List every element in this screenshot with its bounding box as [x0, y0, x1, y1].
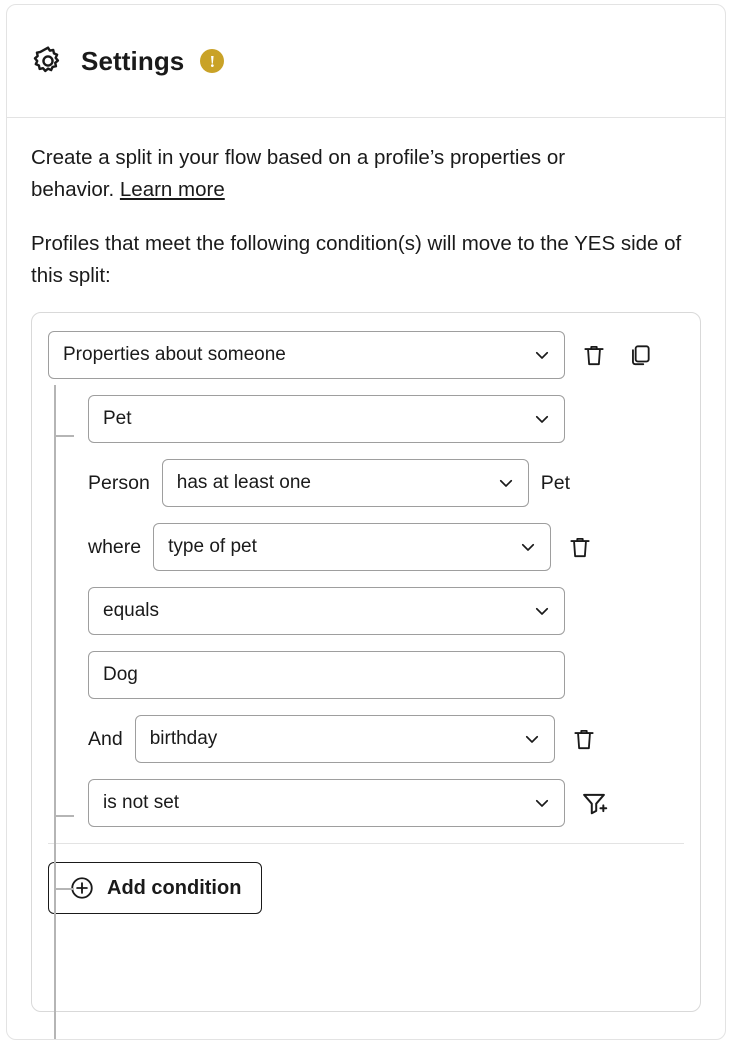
- and-label: And: [88, 727, 123, 750]
- and-condition-row: [88, 779, 684, 827]
- comparator-select-value: equals: [103, 600, 159, 621]
- intro-text-2: Profiles that meet the following condition(s) will move to the YES side of this split:: [31, 232, 682, 287]
- add-filter-button[interactable]: [577, 786, 611, 820]
- delete-where-button[interactable]: [563, 530, 597, 564]
- intro-text: [31, 142, 631, 206]
- where-row: [88, 523, 684, 571]
- chevron-down-icon: [533, 410, 551, 428]
- value-row: [88, 651, 684, 699]
- value-input-text: Dog: [103, 664, 138, 685]
- filter-add-icon: [580, 789, 608, 817]
- source-select-value: Properties about someone: [63, 344, 286, 365]
- person-label: Person: [88, 471, 150, 494]
- source-row: [48, 331, 684, 379]
- page-title: Settings: [81, 45, 185, 76]
- operator-select-value: has at least one: [176, 472, 311, 493]
- status-badge: !: [200, 49, 224, 73]
- property-select[interactable]: [88, 395, 565, 443]
- and-condition-value: is not set: [103, 792, 180, 813]
- copy-icon: [627, 342, 653, 368]
- and-property-select[interactable]: [135, 715, 555, 763]
- add-condition-button[interactable]: [48, 862, 262, 914]
- property-select-value: Pet: [103, 408, 132, 429]
- where-select[interactable]: [153, 523, 551, 571]
- gear-icon: [31, 44, 65, 78]
- panel-body: [7, 118, 725, 1012]
- and-row: [88, 715, 684, 763]
- learn-more-link[interactable]: Learn more: [119, 178, 225, 201]
- delete-condition-button[interactable]: [577, 338, 611, 372]
- value-input[interactable]: [88, 651, 565, 699]
- operator-row: [88, 459, 684, 507]
- chevron-down-icon: [497, 474, 515, 492]
- and-condition-select[interactable]: [88, 779, 565, 827]
- card-divider: [48, 843, 684, 844]
- settings-panel: [6, 4, 726, 1040]
- where-label: where: [88, 535, 142, 558]
- trash-icon: [581, 342, 607, 368]
- trash-icon: [567, 534, 593, 560]
- and-property-value: birthday: [149, 728, 218, 749]
- condition-details: [88, 395, 684, 827]
- chevron-down-icon: [533, 602, 551, 620]
- condition-card: [31, 312, 701, 1012]
- chevron-down-icon: [533, 346, 551, 364]
- chevron-down-icon: [519, 538, 537, 556]
- trash-icon: [571, 726, 597, 752]
- intro-line1: Create a split in your flow based on a profile’s properties or behavior.: [31, 146, 566, 201]
- duplicate-condition-button[interactable]: [623, 338, 657, 372]
- condition-tree-lines: [54, 385, 80, 1040]
- comparator-select[interactable]: [88, 587, 565, 635]
- person-suffix-label: Pet: [540, 471, 571, 494]
- source-select[interactable]: [48, 331, 565, 379]
- operator-select[interactable]: [162, 459, 529, 507]
- where-select-value: type of pet: [168, 536, 257, 557]
- chevron-down-icon: [523, 730, 541, 748]
- delete-and-condition-button[interactable]: [567, 722, 601, 756]
- plus-circle-icon: [69, 875, 95, 901]
- chevron-down-icon: [533, 794, 551, 812]
- add-condition-label: Add condition: [107, 876, 242, 899]
- panel-header: [7, 5, 725, 118]
- comparator-row: [88, 587, 684, 635]
- property-row: [88, 395, 684, 443]
